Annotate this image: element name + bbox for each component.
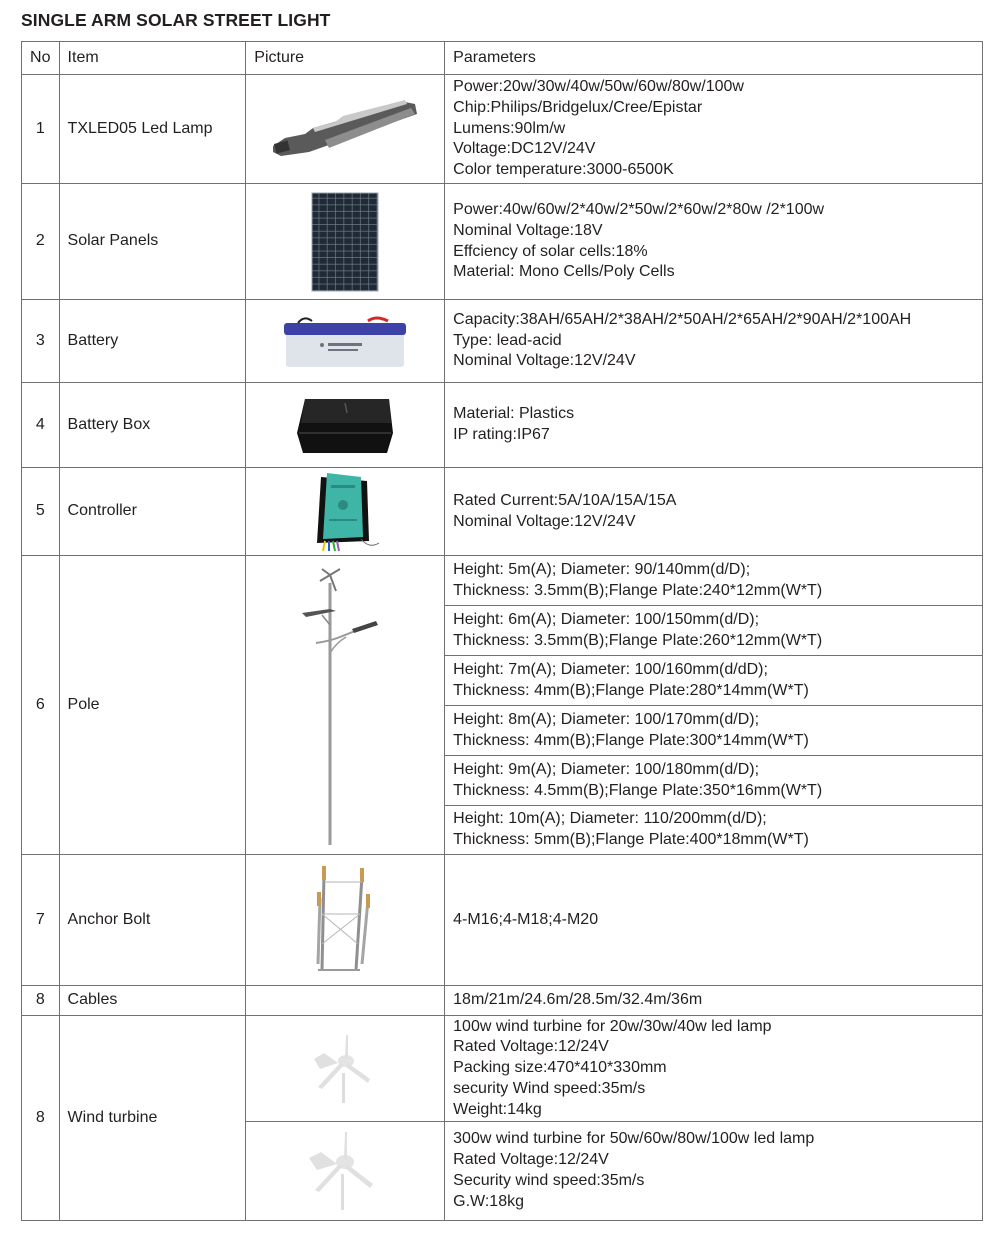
row-item: Battery [59, 300, 246, 383]
wind-turbine-100w-spec [445, 1016, 983, 1122]
wind-turbine-300w-picture [246, 1122, 445, 1221]
param-line: Effciency of solar cells:18% [453, 242, 648, 260]
wind-turbine-300w-spec [445, 1122, 983, 1221]
controller-icon [305, 471, 385, 553]
led-lamp-picture [246, 75, 445, 184]
anchor-bolt-icon [310, 864, 380, 976]
param-line: Chip:Philips/Bridgelux/Cree/Epistar [453, 98, 703, 116]
param-line: Rated Voltage:12/24V [453, 1151, 609, 1169]
row-no: 1 [22, 75, 60, 184]
param-line: Type: lead-acid [453, 331, 562, 349]
table-header-row [22, 42, 983, 75]
table-row [22, 383, 983, 468]
table-row [22, 1016, 983, 1122]
header-no: No [22, 42, 60, 75]
table-row [22, 855, 983, 986]
row-item: Battery Box [59, 383, 246, 468]
param-line: Nominal Voltage:12V/24V [453, 512, 636, 530]
row-no: 4 [22, 383, 60, 468]
table-row [22, 300, 983, 383]
param-line: Thickness: 3.5mm(B);Flange Plate:240*12mm(W*T) [453, 581, 823, 599]
anchor-bolt-picture [246, 855, 445, 986]
row-item: Wind turbine [59, 1016, 246, 1221]
spec-table [21, 41, 983, 1221]
row-params [445, 75, 983, 184]
param-line: Voltage:DC12V/24V [453, 140, 596, 158]
header-parameters: Parameters [445, 42, 983, 75]
param-line: Height: 9m(A); Diameter: 100/180mm(d/D); [453, 760, 760, 778]
param-line: Height: 8m(A); Diameter: 100/170mm(d/D); [453, 710, 760, 728]
wind-turbine-100w-picture [246, 1016, 445, 1122]
row-no: 2 [22, 184, 60, 300]
battery-icon [284, 313, 406, 369]
param-line: Material: Plastics [453, 405, 575, 423]
param-line: 4-M16;4-M18;4-M20 [453, 910, 599, 928]
row-no: 3 [22, 300, 60, 383]
table-row [22, 75, 983, 184]
battery-box-icon [295, 393, 395, 457]
param-line: Nominal Voltage:18V [453, 221, 603, 239]
param-line: Thickness: 3.5mm(B);Flange Plate:260*12mm(W*T) [453, 631, 823, 649]
row-item: TXLED05 Led Lamp [59, 75, 246, 184]
param-line: Material: Mono Cells/Poly Cells [453, 263, 675, 281]
table-row [22, 986, 983, 1016]
solar-panel-picture [246, 184, 445, 300]
row-item: Anchor Bolt [59, 855, 246, 986]
row-no: 6 [22, 556, 60, 855]
wind-turbine-icon [310, 1033, 380, 1105]
row-item: Cables [59, 986, 246, 1016]
param-line: Thickness: 4.5mm(B);Flange Plate:350*16mm(W*T) [453, 781, 823, 799]
param-line: Lumens:90lm/w [453, 119, 566, 137]
param-line: 18m/21m/24.6m/28.5m/32.4m/36m [453, 991, 703, 1009]
pole-spec-8m [445, 706, 983, 756]
wind-turbine-icon [307, 1130, 383, 1212]
param-line: Thickness: 5mm(B);Flange Plate:400*18mm(W*T) [453, 831, 809, 848]
param-line: Capacity:38AH/65AH/2*38AH/2*50AH/2*65AH/2*90AH/2*100AH [453, 310, 912, 328]
battery-picture [246, 300, 445, 383]
row-params [445, 383, 983, 468]
pole-spec-7m [445, 656, 983, 706]
param-line: Rated Current:5A/10A/15A/15A [453, 491, 677, 509]
pole-spec-5m [445, 556, 983, 606]
pole-spec-10m [445, 806, 983, 855]
row-params [445, 184, 983, 300]
param-line: Thickness: 4mm(B);Flange Plate:280*14mm(W*T) [453, 681, 809, 699]
pole-spec-6m [445, 606, 983, 656]
param-line: G.W:18kg [453, 1192, 524, 1210]
cables-picture-empty [246, 986, 445, 1016]
param-line: security Wind speed:35m/s [453, 1079, 646, 1097]
controller-picture [246, 468, 445, 556]
table-row [22, 556, 983, 606]
header-item: Item [59, 42, 246, 75]
row-no: 7 [22, 855, 60, 986]
param-line: Power:40w/60w/2*40w/2*50w/2*60w/2*80w /2*100w [453, 200, 825, 218]
param-line: Height: 6m(A); Diameter: 100/150mm(d/D); [453, 610, 760, 628]
param-line: Height: 7m(A); Diameter: 100/160mm(d/dD); [453, 660, 768, 678]
battery-box-picture [246, 383, 445, 468]
param-line: Color temperature:3000-6500K [453, 161, 674, 179]
page-title: SINGLE ARM SOLAR STREET LIGHT [21, 10, 331, 30]
row-no: 5 [22, 468, 60, 556]
pole-icon [300, 563, 390, 848]
solar-panel-icon [311, 192, 379, 292]
header-picture: Picture [246, 42, 445, 75]
param-line: 100w wind turbine for 20w/30w/40w led lamp [453, 1017, 772, 1035]
row-item: Solar Panels [59, 184, 246, 300]
pole-spec-9m [445, 756, 983, 806]
row-params [445, 986, 983, 1016]
param-line: Thickness: 4mm(B);Flange Plate:300*14mm(W*T) [453, 731, 809, 749]
param-line: IP rating:IP67 [453, 426, 550, 443]
led-lamp-icon [265, 94, 425, 164]
param-line: Nominal Voltage:12V/24V [453, 352, 636, 370]
row-item: Controller [59, 468, 246, 556]
param-line: Rated Voltage:12/24V [453, 1038, 609, 1056]
param-line: Height: 5m(A); Diameter: 90/140mm(d/D); [453, 560, 751, 578]
param-line: Power:20w/30w/40w/50w/60w/80w/100w [453, 78, 744, 95]
pole-picture [246, 556, 445, 855]
row-item: Pole [59, 556, 246, 855]
param-line: Packing size:470*410*330mm [453, 1059, 667, 1077]
param-line: Height: 10m(A); Diameter: 110/200mm(d/D); [453, 810, 767, 828]
param-line: Security wind speed:35m/s [453, 1172, 645, 1189]
row-params [445, 300, 983, 383]
row-params [445, 468, 983, 556]
table-row [22, 468, 983, 556]
row-no: 8 [22, 1016, 60, 1221]
row-params [445, 855, 983, 986]
table-row [22, 184, 983, 300]
param-line: 300w wind turbine for 50w/60w/80w/100w led lamp [453, 1130, 815, 1148]
param-line: Weight:14kg [453, 1100, 542, 1118]
row-no: 8 [22, 986, 60, 1016]
